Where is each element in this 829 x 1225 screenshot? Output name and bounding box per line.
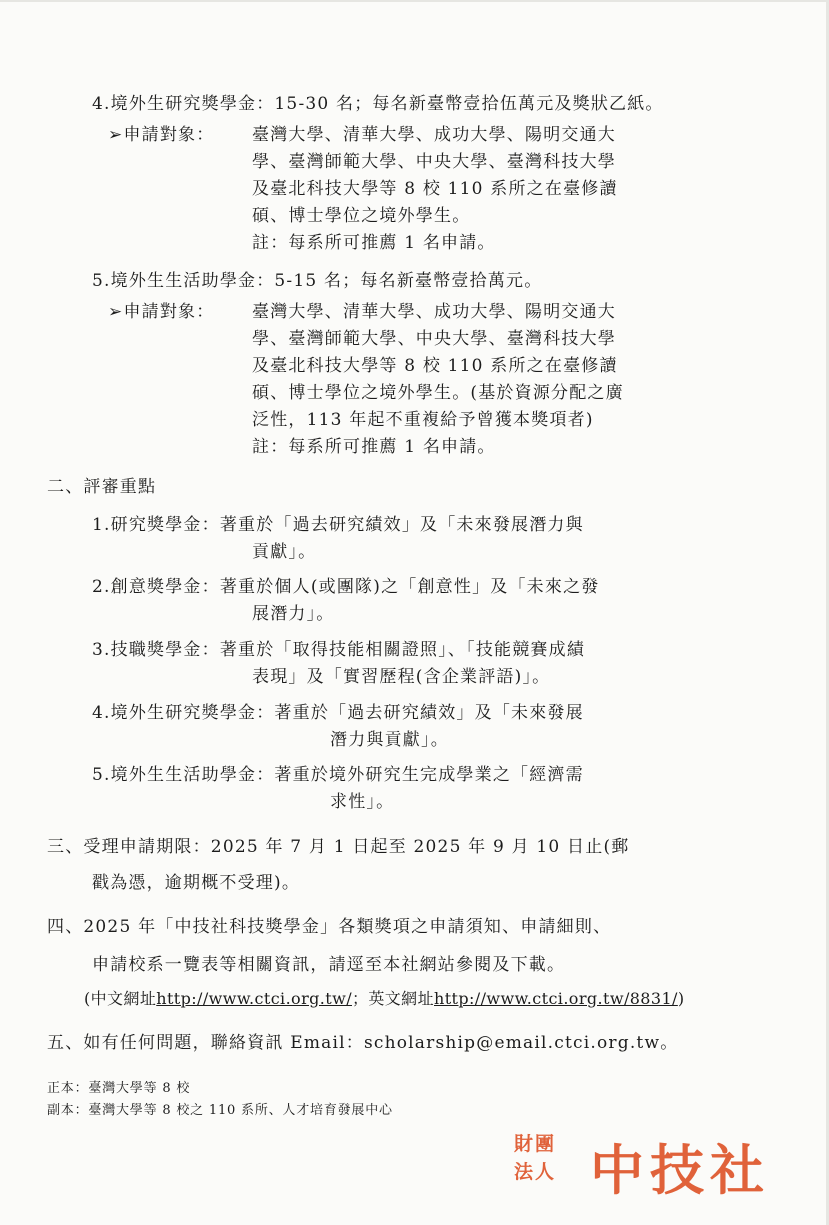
item4-target-label: ➢申請對象： — [108, 125, 215, 145]
item4-heading: 4.境外生研究獎學金：15-30 名；每名新臺幣壹拾伍萬元及獎狀乙紙。 — [92, 94, 664, 114]
item5-target-line-5: 泛性，113 年起不重複給予曾獲本獎項者) — [252, 410, 594, 430]
item5-target-line-2: 學、臺灣師範大學、中央大學、臺灣科技大學 — [252, 329, 616, 349]
criteria-5-line-1: 5.境外生生活助學金：著重於境外研究生完成學業之「經濟需 — [92, 765, 584, 785]
website-links — [84, 988, 685, 1010]
criteria-2-line-1: 2.創意獎學金：著重於個人(或團隊)之「創意性」及「未來之發 — [92, 577, 600, 597]
criteria-1-line-1: 1.研究獎學金：著重於「過去研究績效」及「未來發展潛力與 — [92, 515, 584, 535]
criteria-4-line-2: 潛力與貢獻」。 — [330, 730, 449, 750]
criteria-2-line-2: 展潛力」。 — [252, 604, 335, 624]
section4-line-2: 申請校系一覽表等相關資訊，請逕至本社網站參閱及下載。 — [92, 955, 566, 975]
criteria-4-line-1: 4.境外生研究獎學金：著重於「過去研究績效」及「未來發展 — [92, 703, 584, 723]
criteria-1-line-2: 貢獻」。 — [252, 542, 317, 562]
criteria-3-line-1: 3.技職獎學金：著重於「取得技能相關證照」、「技能競賽成績 — [92, 640, 586, 660]
item5-heading: 5.境外生生活助學金：5-15 名；每名新臺幣壹拾萬元。 — [92, 271, 543, 291]
item4-target-line-3: 及臺北科技大學等 8 校 110 系所之在臺修讀 — [252, 179, 618, 199]
section3-line-1: 三、受理申請期限：2025 年 7 月 1 日起至 2025 年 9 月 10 日止(郵 — [47, 837, 630, 857]
links-close: ) — [677, 989, 685, 1008]
item5-target-label: ➢申請對象： — [108, 302, 215, 322]
item5-target-line-4: 碩、博士學位之境外學生。(基於資源分配之廣 — [252, 383, 624, 403]
criteria-3-line-2: 表現」及「實習歷程(含企業評語)」。 — [252, 667, 551, 687]
distribution-original: 正本：臺灣大學等 8 校 — [47, 1081, 191, 1096]
seal-foundation-line-2: 法人 — [514, 1161, 557, 1183]
scan-edge-top — [0, 0, 829, 2]
english-website-link[interactable]: http://www.ctci.org.tw/8831/ — [434, 989, 678, 1008]
chinese-website-link[interactable]: http://www.ctci.org.tw/ — [156, 989, 352, 1008]
item5-target-line-3: 及臺北科技大學等 8 校 110 系所之在臺修讀 — [252, 356, 618, 376]
item4-target-line-1: 臺灣大學、清華大學、成功大學、陽明交通大 — [252, 125, 616, 145]
seal-name: 中技社 — [590, 1138, 770, 1202]
distribution-copy: 副本：臺灣大學等 8 校之 110 系所、人才培育發展中心 — [47, 1103, 393, 1118]
item4-target-line-4: 碩、博士學位之境外學生。 — [252, 206, 471, 226]
item5-note: 註：每系所可推薦 1 名申請。 — [252, 437, 496, 457]
links-open: (中文網址 — [84, 989, 157, 1008]
seal-foundation-line-1: 財團 — [514, 1133, 557, 1155]
section3-line-2: 戳為憑，逾期概不受理)。 — [92, 873, 301, 893]
links-mid: ；英文網址 — [351, 989, 434, 1008]
section4-line-1: 四、2025 年「中技社科技獎學金」各類獎項之申請須知、申請細則、 — [47, 917, 612, 937]
item4-note: 註：每系所可推薦 1 名申請。 — [252, 233, 496, 253]
item4-target-line-2: 學、臺灣師範大學、中央大學、臺灣科技大學 — [252, 152, 616, 172]
section5-contact: 五、如有任何問題，聯絡資訊 Email：scholarship@email.ctci.org.tw。 — [47, 1033, 679, 1053]
item5-target-line-1: 臺灣大學、清華大學、成功大學、陽明交通大 — [252, 302, 616, 322]
criteria-5-line-2: 求性」。 — [330, 792, 395, 812]
section2-title: 二、評審重點 — [47, 477, 157, 497]
